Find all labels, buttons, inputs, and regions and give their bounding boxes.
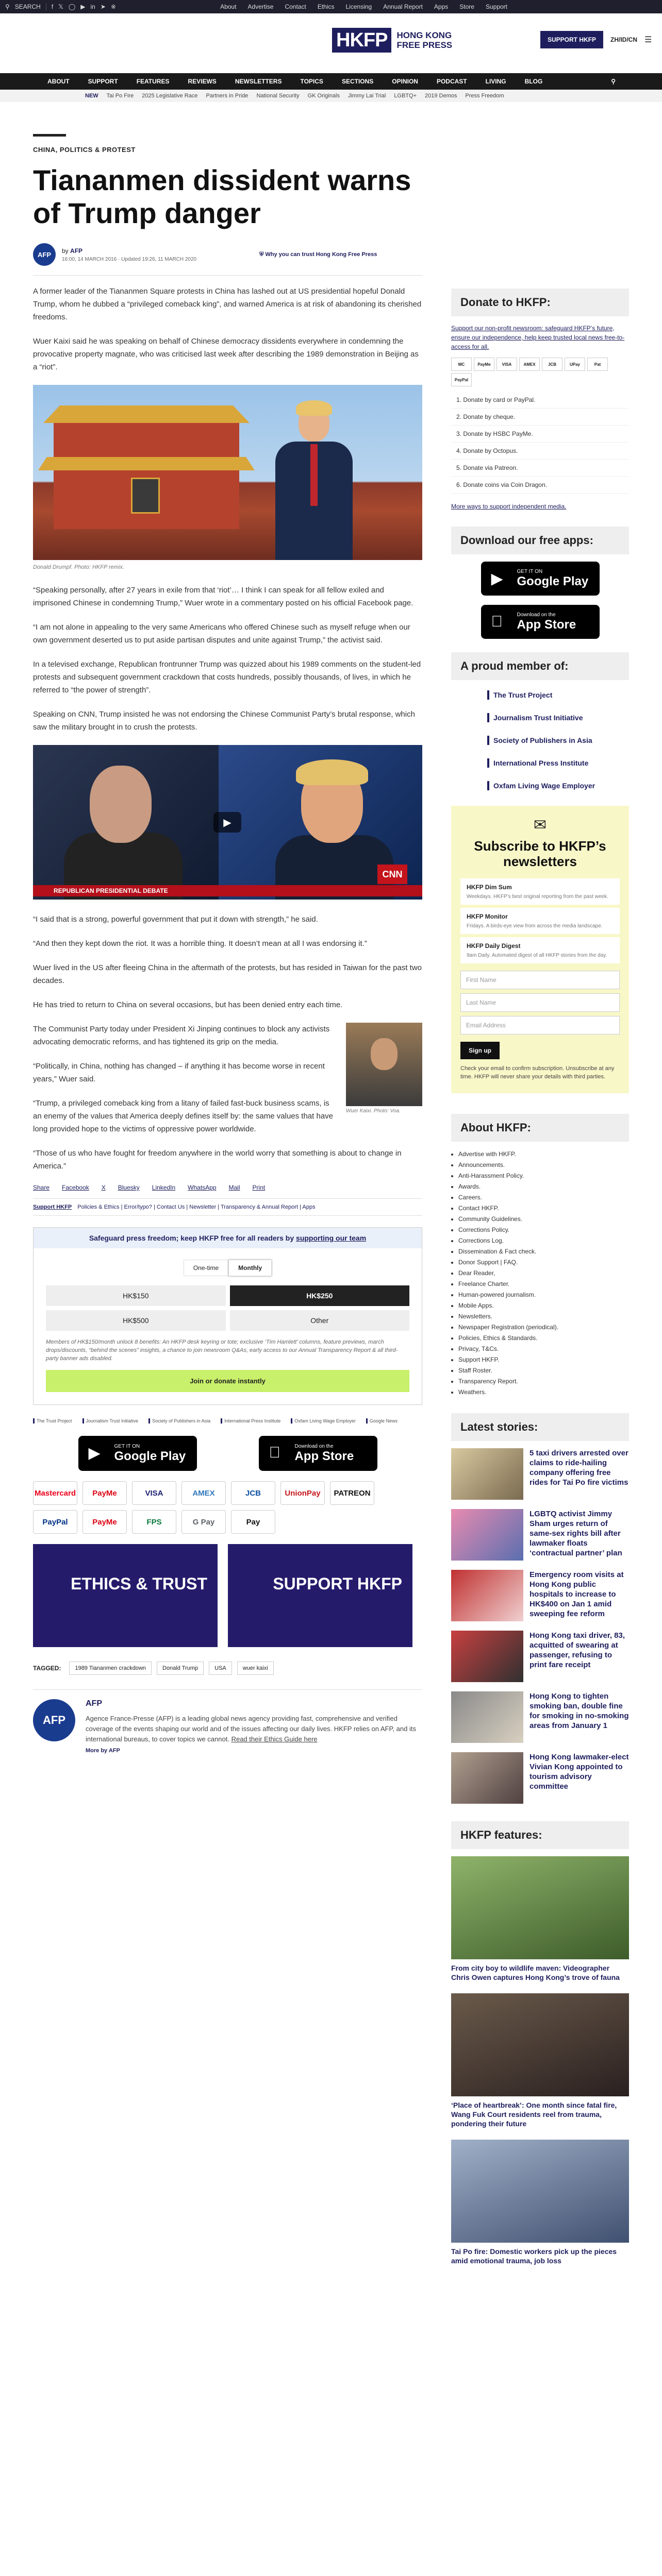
nav-newsletters[interactable]: NEWSLETTERS <box>235 78 282 85</box>
newsletter-title: Subscribe to HKFP’s newsletters <box>474 838 606 869</box>
title-rule <box>33 134 66 137</box>
top-link-about[interactable]: About <box>220 3 237 10</box>
feature-title[interactable]: Tai Po fire: Domestic workers pick up the pieces amid emotional trauma, job loss <box>451 2247 617 2265</box>
about-link[interactable]: • Human-powered journalism. <box>458 1290 629 1300</box>
author-box-text <box>86 1699 422 1754</box>
donate-heading <box>34 1228 422 1248</box>
byline-author <box>62 247 196 255</box>
share-whatsapp[interactable]: WhatsApp <box>188 1184 217 1191</box>
join-donate-button[interactable]: Join or donate instantly <box>46 1370 409 1392</box>
shield-icon: ⛨ <box>259 251 264 258</box>
tags-label: TAGGED: <box>33 1665 61 1672</box>
nav-support[interactable]: SUPPORT <box>88 78 118 85</box>
article-category[interactable]: CHINA, POLITICS & PROTEST <box>33 146 136 154</box>
rss-icon[interactable]: ※ <box>110 3 116 10</box>
updated-date: Updated 19:26, 11 MARCH 2020 <box>121 256 197 262</box>
linkedin-icon[interactable]: in <box>90 3 95 10</box>
nav-search-icon[interactable]: ⚲ <box>611 78 616 85</box>
published-date: 16:00, 14 MARCH 2016 <box>62 256 117 262</box>
payment-methods <box>33 1481 422 1534</box>
partner-logo[interactable]: Journalism Trust Initiative <box>82 1418 139 1423</box>
app-store-small: Download on the <box>294 1443 334 1449</box>
share-label[interactable]: Share <box>33 1184 50 1191</box>
nav-about[interactable]: ABOUT <box>47 78 70 85</box>
top-link-apps[interactable]: Apps <box>434 3 449 10</box>
telegram-icon[interactable]: ➤ <box>100 3 106 10</box>
email-field[interactable]: Email Address <box>460 1016 620 1035</box>
member-logo[interactable]: International Press Institute <box>487 758 588 768</box>
payment-logo: PATREON <box>330 1481 374 1505</box>
latest-story[interactable] <box>451 1752 629 1804</box>
header-actions <box>540 31 652 48</box>
donate-heading-link[interactable]: supporting our team <box>296 1234 367 1242</box>
nav-features[interactable]: FEATURES <box>136 78 170 85</box>
sidebar-app-buttons <box>451 562 629 639</box>
tab-one-time[interactable]: One-time <box>184 1260 228 1276</box>
tiananmen-gate-illustration <box>54 421 239 529</box>
newsletter-desc: 9am Daily. Automated digest of all HKFP stories from the day. <box>467 953 607 958</box>
feature-image <box>451 1993 629 2096</box>
feature-story[interactable] <box>451 1856 629 1982</box>
top-links <box>220 3 507 10</box>
logo-text-line-1: HONG KONG <box>396 30 452 40</box>
payment-logo: PayMe <box>82 1481 127 1505</box>
wuer-kaixi-photo <box>346 1023 422 1106</box>
google-play-small: GET IT ON <box>114 1443 140 1449</box>
partner-logos <box>33 1418 422 1423</box>
newsletter-option[interactable] <box>460 878 620 905</box>
about-sidebar-title: About HKFP: <box>451 1114 629 1142</box>
trending-bar <box>0 90 662 102</box>
feature-title[interactable]: From city boy to wildlife maven: Videographer Chris Owen captures Hong Kong’s trove of fauna <box>451 1964 620 1981</box>
support-links <box>33 1198 422 1216</box>
amount-option-other[interactable]: Other <box>230 1310 410 1331</box>
article-paragraph: A former leader of the Tiananmen Square protests in China has lashed out at US presidential hopeful Donald Trump, whom he dubbed a “privileged comeback king”, and warned America is at risk of abandoning its cherished freedoms. <box>33 287 422 321</box>
about-link[interactable]: • Dissemination & Fact check. <box>458 1246 629 1257</box>
article-paragraph: In a televised exchange, Republican frontrunner Trump was quizzed about his 1989 comments on the student-led protests and subsequent government crackdown that costs hundreds, possibly thousands, of lives, in which he referred to “the power of strength”. <box>33 660 421 694</box>
member-logo[interactable]: Oxfam Living Wage Employer <box>487 781 595 790</box>
about-link[interactable]: • Awards. <box>458 1181 629 1192</box>
about-link[interactable]: • Support HKFP. <box>458 1354 629 1365</box>
top-link-contact[interactable]: Contact <box>285 3 306 10</box>
trending-item[interactable]: Press Freedom <box>465 93 504 99</box>
partner-logo[interactable]: Google News <box>366 1418 398 1423</box>
payment-logo: PayPal <box>451 373 472 386</box>
about-link[interactable]: • Transparency Report. <box>458 1376 629 1387</box>
top-link-advertise[interactable]: Advertise <box>247 3 274 10</box>
play-store-icon: ▶ <box>88 1445 101 1462</box>
top-link-support[interactable]: Support <box>485 3 507 10</box>
article-paragraph: He has tried to return to China on several occasions, but has been denied entry each time. <box>33 1001 343 1009</box>
sidebar <box>451 289 629 2277</box>
support-hkfp-button[interactable]: SUPPORT HKFP <box>540 31 603 48</box>
promo-banners <box>33 1544 422 1647</box>
payment-logo: UPay <box>565 358 585 371</box>
google-play-label: Google Play <box>114 1449 186 1463</box>
apple-icon <box>269 1444 281 1462</box>
story-title[interactable]: Hong Kong lawmaker-elect Vivian Kong appointed to tourism advisory committee <box>529 1753 629 1791</box>
promo-title: SUPPORT HKFP <box>273 1574 402 1593</box>
top-link-annual-report[interactable]: Annual Report <box>383 3 423 10</box>
member-logo[interactable]: The Trust Project <box>487 690 552 700</box>
about-link[interactable]: • Mobile Apps. <box>458 1300 629 1311</box>
about-link[interactable]: • Careers. <box>458 1192 629 1203</box>
about-link[interactable]: • Corrections Log. <box>458 1235 629 1246</box>
about-link[interactable]: • Freelance Charter. <box>458 1279 629 1290</box>
amount-option-selected[interactable]: HK$250 <box>230 1285 410 1306</box>
story-thumbnail <box>451 1752 523 1804</box>
article-paragraph: The Communist Party today under President Xi Jinping continues to block any activists advocating democratic reforms, and has tightened its grip on the media. <box>33 1025 330 1046</box>
byline-author-link[interactable]: AFP <box>70 247 83 255</box>
app-download-buttons <box>33 1436 422 1471</box>
trust-link[interactable] <box>259 251 377 258</box>
member-logo[interactable]: Journalism Trust Initiative <box>487 713 583 722</box>
menu-icon[interactable]: ☰ <box>644 36 652 44</box>
sidebar-payment-logos <box>451 358 629 386</box>
promo-banner-ethics[interactable] <box>33 1544 218 1647</box>
story-title[interactable]: Hong Kong taxi driver, 83, acquitted of swearing at passenger, refusing to print fare receipt <box>529 1631 625 1669</box>
cnn-logo: CNN <box>377 865 407 884</box>
article-paragraph: Speaking on CNN, Trump insisted he was not endorsing the Chinese Communist Party’s brutal response, which saw the military brought in to crush the protests. <box>33 710 415 732</box>
donate-option[interactable]: 4. Donate by Octopus. <box>451 443 629 460</box>
donate-widget <box>33 1227 422 1405</box>
trending-label: NEW <box>85 93 98 99</box>
donate-option[interactable]: 1. Donate by card or PayPal. <box>451 392 629 409</box>
article <box>33 134 422 1754</box>
trending-item[interactable]: LGBTQ+ <box>394 93 417 99</box>
trust-link-text: Why you can trust Hong Kong Free Press <box>265 251 377 258</box>
top-bar <box>0 0 662 13</box>
article-image[interactable] <box>33 385 422 560</box>
nav-reviews[interactable]: REVIEWS <box>188 78 217 85</box>
story-title[interactable]: Hong Kong to tighten smoking ban, double fine for smoking in no-smoking areas from January 1 <box>529 1692 629 1730</box>
trending-item[interactable]: Partners in Pride <box>206 93 249 99</box>
policy-links[interactable]: Policies & Ethics | Error/typo? | Contact Us | Newsletter | Transparency & Annual Report | Apps <box>77 1204 316 1210</box>
latest-story[interactable] <box>451 1570 629 1621</box>
about-links <box>451 1149 629 1398</box>
donate-option[interactable]: 2. Donate by cheque. <box>451 409 629 426</box>
nav-sections[interactable]: SECTIONS <box>341 78 374 85</box>
payment-logo: Mastercard <box>33 1481 77 1505</box>
trending-item[interactable]: Tai Po Fire <box>106 93 134 99</box>
article-paragraph: Wuer Kaixi said he was speaking on behalf of Chinese democracy dissidents everywhere in condemning the provocative property magnate, who was criticised last week after describing the 1989 demonstration in Beijing as a “riot”. <box>33 337 419 371</box>
nav-living[interactable]: LIVING <box>485 78 506 85</box>
latest-story[interactable] <box>451 1448 629 1500</box>
partner-logo[interactable]: The Trust Project <box>33 1418 72 1423</box>
payment-logo: PayPal <box>33 1510 77 1534</box>
app-store-button[interactable] <box>481 605 600 639</box>
share-x[interactable]: X <box>101 1184 106 1191</box>
payment-logo: MC <box>451 358 472 371</box>
payment-logo: UnionPay <box>280 1481 325 1505</box>
tag-link[interactable]: Donald Trump <box>157 1662 204 1675</box>
about-link[interactable]: • Announcements. <box>458 1160 629 1171</box>
article-paragraph: “Trump, a privileged comeback king from a litany of failed fast-buck business scams, is an enemy of the values that America deeply defines itself by: the same values that have long provided hope to the victims of oppressive power worldwide. <box>33 1099 334 1133</box>
payment-logo: PayMe <box>82 1510 127 1534</box>
logo-text <box>396 30 452 50</box>
latest-story[interactable] <box>451 1509 629 1561</box>
first-name-field[interactable]: First Name <box>460 971 620 989</box>
latest-story[interactable] <box>451 1691 629 1743</box>
story-thumbnail <box>451 1509 523 1561</box>
apps-sidebar-title: Download our free apps: <box>451 527 629 554</box>
donate-frequency-tabs <box>34 1260 422 1276</box>
payment-logo: Pay <box>231 1510 275 1534</box>
feature-image <box>451 2140 629 2243</box>
newsletter-option[interactable] <box>460 908 620 934</box>
member-logo[interactable]: Society of Publishers in Asia <box>487 736 592 745</box>
newsletter-name: HKFP Monitor <box>467 913 508 920</box>
about-link[interactable]: • Donor Support | FAQ. <box>458 1257 629 1268</box>
about-link[interactable]: • Policies, Ethics & Standards. <box>458 1333 629 1344</box>
inset-caption: Wuer Kaixi. Photo: Voa. <box>346 1108 401 1114</box>
latest-sidebar-title: Latest stories: <box>451 1413 629 1441</box>
payment-logo: JCB <box>542 358 562 371</box>
inset-image[interactable] <box>346 1023 422 1114</box>
about-link[interactable]: • Advertise with HKFP. <box>458 1149 629 1160</box>
newsletter-name: HKFP Dim Sum <box>467 884 512 891</box>
share-bluesky[interactable]: Bluesky <box>118 1184 140 1191</box>
about-link[interactable]: • Community Guidelines. <box>458 1214 629 1225</box>
feature-story[interactable] <box>451 2140 629 2265</box>
author-ethics-link[interactable]: Read their Ethics Guide here <box>231 1735 318 1743</box>
share-mail[interactable]: Mail <box>228 1184 240 1191</box>
envelope-icon: ✉ <box>533 817 547 834</box>
payment-logo: AMEX <box>519 358 540 371</box>
feature-image <box>451 1856 629 1959</box>
masthead <box>0 0 662 77</box>
story-title[interactable]: Emergency room visits at Hong Kong public hospitals to increase to HK$400 on Jan 1 amid sweeping fee reform <box>529 1570 624 1618</box>
member-logos <box>451 690 629 790</box>
story-thumbnail <box>451 1570 523 1621</box>
logo-mark: HKFP <box>332 28 391 53</box>
newsletter-option[interactable] <box>460 937 620 963</box>
search-icon[interactable]: ⚲ <box>5 3 10 10</box>
about-link[interactable]: • Staff Roster. <box>458 1365 629 1376</box>
newsletter-signup <box>451 806 629 1093</box>
donate-sidebar-title: Donate to HKFP: <box>451 289 629 316</box>
article-paragraph: “Those of us who have fought for freedom anywhere in the world worry that something is about to change in America.” <box>33 1149 402 1171</box>
support-hkfp-link[interactable]: Support HKFP <box>33 1204 72 1210</box>
about-link[interactable]: • Weathers. <box>458 1387 629 1398</box>
x-icon[interactable]: 𝕏 <box>58 3 63 10</box>
trending-item[interactable]: Jimmy Lai Trial <box>347 93 386 99</box>
about-link[interactable]: • Contact HKFP. <box>458 1203 629 1214</box>
story-thumbnail <box>451 1448 523 1500</box>
article-paragraph: “Politically, in China, nothing has changed – if anything it has become worse in recent years,” Wuer said. <box>33 1062 325 1083</box>
donate-heading-text: Safeguard press freedom; keep HKFP free for all readers by <box>89 1234 294 1242</box>
about-link[interactable]: • Privacy, T&Cs. <box>458 1344 629 1354</box>
tag-link[interactable]: 1989 Tiananmen crackdown <box>69 1662 152 1675</box>
google-play-small: GET IT ON <box>517 568 543 574</box>
trending-item[interactable]: National Security <box>256 93 300 99</box>
newsletter-desc: Weekdays. HKFP’s best original reporting from the past week. <box>467 894 608 900</box>
author-box-name[interactable]: AFP <box>86 1699 102 1708</box>
sign-up-button[interactable]: Sign up <box>460 1042 500 1059</box>
author-avatar[interactable]: AFP <box>33 243 56 266</box>
apple-icon <box>491 613 503 631</box>
donate-amounts <box>34 1285 422 1331</box>
share-print[interactable]: Print <box>252 1184 266 1191</box>
payment-logo: AMEX <box>181 1481 226 1505</box>
author-box <box>33 1689 422 1754</box>
features-sidebar-title: HKFP features: <box>451 1821 629 1849</box>
amount-option[interactable]: HK$150 <box>46 1285 226 1306</box>
language-switch[interactable]: ZH/ID/CN <box>610 36 638 43</box>
share-bar <box>33 1184 422 1191</box>
article-title: Tiananmen dissident warns of Trump danger <box>33 164 411 229</box>
article-paragraph: “Speaking personally, after 27 years in exile from that ‘riot’… I think I can speak for all fellow exiled and imprisoned Chinese in condemning Trump,” Wuer wrote in a commentary posted on his official Facebook page. <box>33 586 413 607</box>
about-link[interactable]: • Newsletters. <box>458 1311 629 1322</box>
app-store-label: App Store <box>517 617 576 632</box>
payment-logo: VISA <box>496 358 517 371</box>
latest-story[interactable] <box>451 1631 629 1682</box>
google-play-label: Google Play <box>517 574 589 588</box>
facebook-icon[interactable]: f <box>51 3 54 10</box>
google-play-button[interactable] <box>481 562 600 596</box>
byline-prefix: by <box>62 247 69 255</box>
donate-sidebar-link[interactable]: Support our non-profit newsroom: safeguard HKFP’s future, ensure our independence, help keep trusted local news free-to-access for all. <box>451 325 625 350</box>
feature-title[interactable]: ‘Place of heartbreak’: One month since fatal fire, Wang Fuk Court residents reel from trauma, pondering their future <box>451 2101 617 2128</box>
top-link-store[interactable]: Store <box>459 3 474 10</box>
article-paragraph: “And then they kept down the riot. It was a horrible thing. It doesn’t mean at all I was endorsing it.” <box>33 939 367 948</box>
donate-option[interactable]: 3. Donate by HSBC PayMe. <box>451 426 629 443</box>
youtube-icon[interactable]: ▶ <box>80 3 86 10</box>
trending-item[interactable]: 2019 Demos <box>425 93 457 99</box>
nav-podcast[interactable]: PODCAST <box>436 78 467 85</box>
instagram-icon[interactable]: ◯ <box>68 3 76 10</box>
story-title[interactable]: 5 taxi drivers arrested over claims to ride-hailing company offering free rides for Tai Po fire victims <box>529 1449 628 1487</box>
top-search-link[interactable]: SEARCH <box>14 3 41 10</box>
play-icon[interactable]: ▶ <box>213 812 241 833</box>
story-thumbnail <box>451 1631 523 1682</box>
partner-logo[interactable]: Society of Publishers in Asia <box>148 1418 210 1423</box>
newsletter-note: Check your email to confirm subscription. Unsubscribe at any time. HKFP will never share your details with third parties. <box>460 1065 615 1080</box>
member-sidebar-title: A proud member of: <box>451 652 629 680</box>
author-bio <box>86 1714 422 1744</box>
feature-story[interactable] <box>451 1993 629 2128</box>
article-tags <box>33 1662 422 1675</box>
article-paragraph: “I said that is a strong, powerful government that put it down with strength,” he said. <box>33 915 318 924</box>
tab-monthly[interactable]: Monthly <box>228 1260 272 1276</box>
tag-link[interactable]: USA <box>209 1662 232 1675</box>
nav-topics[interactable]: TOPICS <box>300 78 323 85</box>
share-facebook[interactable]: Facebook <box>62 1184 89 1191</box>
payment-logo: PayMe <box>474 358 494 371</box>
top-link-licensing[interactable]: Licensing <box>345 3 372 10</box>
byline-dates: 16:00, 14 MARCH 2016 · Updated 19:26, 11 MARCH 2020 <box>62 256 197 262</box>
logo-text-line-2: FREE PRESS <box>396 40 453 50</box>
donate-option[interactable]: 6. Donate coins via Coin Dragon. <box>451 477 629 494</box>
payment-logo: JCB <box>231 1481 275 1505</box>
about-link[interactable]: • Newspaper Registration (periodical). <box>458 1322 629 1333</box>
author-box-avatar[interactable]: AFP <box>33 1699 75 1741</box>
about-link[interactable]: • Corrections Policy. <box>458 1225 629 1235</box>
trending-item[interactable]: GK Originals <box>307 93 340 99</box>
tag-link[interactable]: wuer kaixi <box>237 1662 274 1675</box>
site-logo[interactable] <box>332 28 452 53</box>
nav-blog[interactable]: BLOG <box>524 78 543 85</box>
more-ways-link[interactable]: More ways to support independent media. <box>451 503 567 510</box>
newsletter-desc: Fridays. A birds-eye view from across the media landscape. <box>467 923 603 929</box>
more-by-author-link[interactable]: More by AFP <box>86 1748 120 1754</box>
partner-logo[interactable]: International Press Institute <box>221 1418 280 1423</box>
payment-logo: VISA <box>132 1481 176 1505</box>
last-name-field[interactable]: Last Name <box>460 993 620 1012</box>
about-link[interactable]: • Anti-Harassment Policy. <box>458 1171 629 1181</box>
promo-banner-support[interactable] <box>228 1544 412 1647</box>
promo-title: ETHICS & TRUST <box>71 1574 207 1593</box>
donate-option[interactable]: 5. Donate via Patreon. <box>451 460 629 477</box>
play-store-icon: ▶ <box>491 570 503 587</box>
divider <box>33 275 422 276</box>
payment-logo: FPS <box>132 1510 176 1534</box>
payment-logo: G Pay <box>181 1510 226 1534</box>
embedded-video[interactable] <box>33 745 422 900</box>
trending-item[interactable]: 2025 Legislative Race <box>142 93 198 99</box>
story-title[interactable]: LGBTQ activist Jimmy Sham urges return of same-sex rights bill after lawmaker floats ‘contractual partner’ plan <box>529 1510 622 1557</box>
payment-logo: Pat <box>587 358 608 371</box>
partner-logo[interactable]: Oxfam Living Wage Employer <box>291 1418 356 1423</box>
trump-figure-illustration <box>275 400 353 560</box>
story-thumbnail <box>451 1691 523 1743</box>
amount-option[interactable]: HK$500 <box>46 1310 226 1331</box>
app-store-small: Download on the <box>517 612 556 618</box>
app-store-label: App Store <box>294 1449 354 1463</box>
main-nav <box>0 73 662 90</box>
byline <box>33 243 422 266</box>
image-caption: Donald Drumpf. Photo: HKFP remix. <box>33 564 124 570</box>
video-banner: REPUBLICAN PRESIDENTIAL DEBATE <box>33 885 422 896</box>
top-link-ethics[interactable]: Ethics <box>317 3 335 10</box>
newsletter-name: HKFP Daily Digest <box>467 942 521 950</box>
article-paragraph: “I am not alone in appealing to the very same Americans who offered Chinese such as myself refuge when our own government deserted us to put aside partisan disputes and unite against Trump,” the activist said. <box>33 623 410 645</box>
app-store-button[interactable] <box>259 1436 377 1471</box>
donate-benefits-note: Members of HK$150/month unlock 8 benefits: An HKFP desk keyring or tote; exclusive ‘Tim Hamlett’ columns, feature previews, march drops/discounts, “behind the scenes” insights, a chance to join newsroom Q&As, early access to our Annual Transparency Report & all third-party banner ads disabled. <box>46 1339 398 1362</box>
share-linkedin[interactable]: LinkedIn <box>152 1184 176 1191</box>
author-bio-text: Agence France-Presse (AFP) is a leading global news agency providing fast, comprehensive and verified coverage of the events shaping our world and of the issues affecting our daily lives. HKFP relies on AFP, and its international bureaus, to cover topics we cannot. <box>86 1715 416 1743</box>
nav-opinion[interactable]: OPINION <box>392 78 418 85</box>
about-link[interactable]: • Dear Reader, <box>458 1268 629 1279</box>
google-play-button[interactable] <box>78 1436 197 1471</box>
byline-text <box>62 247 196 262</box>
article-paragraph: Wuer lived in the US after fleeing China in the aftermath of the protests, but has resided in Taiwan for the past two decades. <box>33 963 422 985</box>
